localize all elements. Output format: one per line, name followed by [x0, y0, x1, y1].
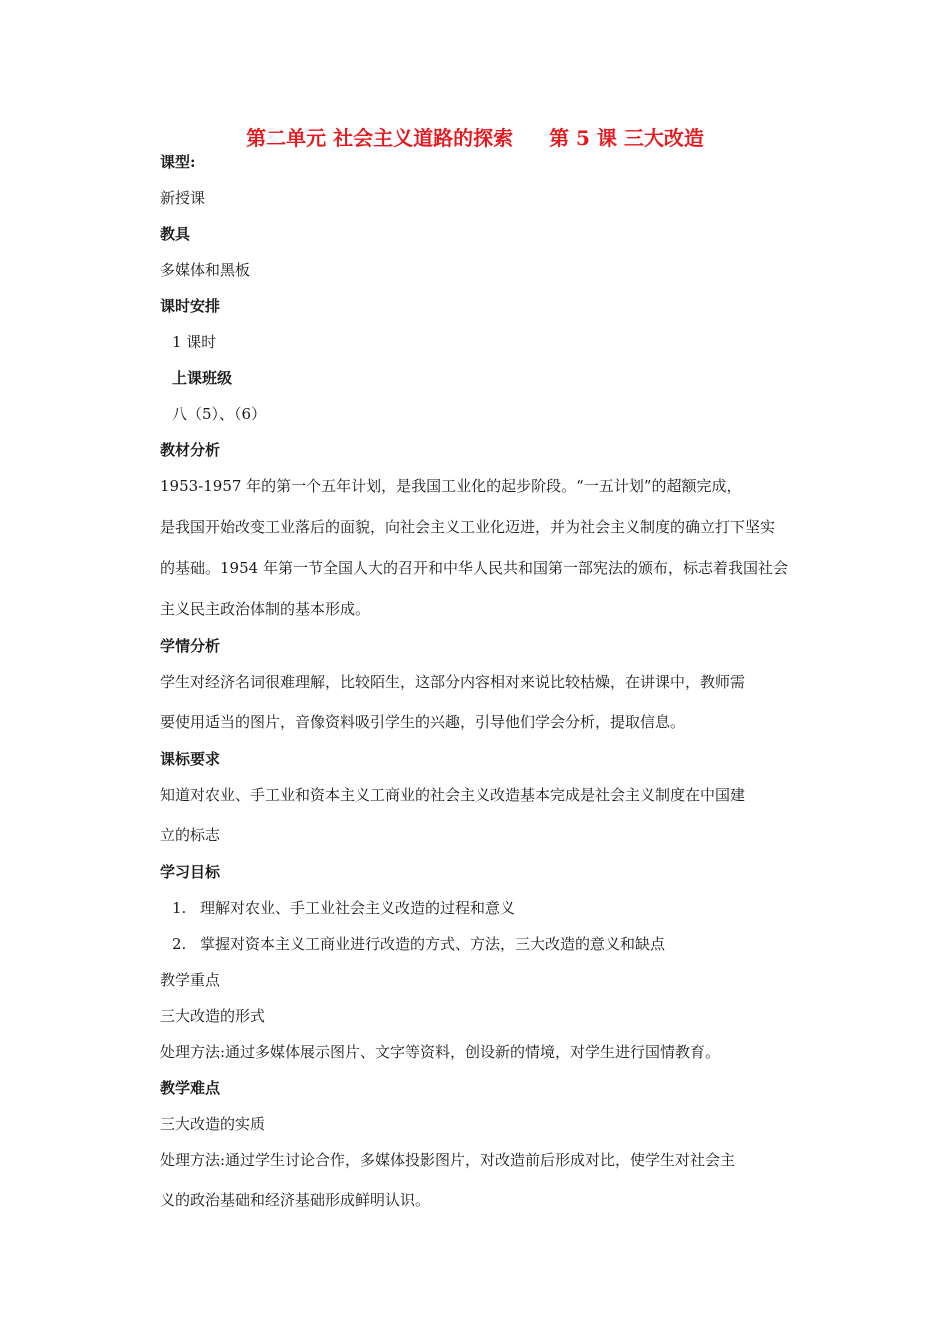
tools-heading: 教具: [160, 225, 191, 243]
difficult-method-line: 义的政治基础和经济基础形成鲜明认识。: [160, 1191, 431, 1209]
difficult-method-line: 处理方法:通过学生讨论合作，多媒体投影图片，对改造前后形成对比，使学生对社会主: [160, 1151, 736, 1169]
goals-heading: 学习目标: [160, 863, 221, 881]
schedule-heading: 课时安排: [160, 297, 221, 315]
material-line: 主义民主政治体制的基本形成。: [160, 600, 371, 618]
goal-item: [172, 934, 665, 954]
type-value: 新授课: [160, 189, 206, 207]
class-heading: 上课班级: [172, 369, 233, 387]
material-heading: 教材分析: [160, 441, 221, 459]
difficult-value: 三大改造的实质: [160, 1115, 266, 1133]
key-method: 处理方法:通过多媒体展示图片、文字等资料，创设新的情境，对学生进行国情教育。: [160, 1043, 721, 1061]
page-title: [0, 122, 950, 151]
student-heading: 学情分析: [160, 637, 221, 655]
student-line: 学生对经济名词很难理解，比较陌生，这部分内容相对来说比较枯燥，在讲课中，教师需: [160, 673, 746, 691]
goal-number: 1.: [172, 899, 187, 917]
schedule-value: 1 课时: [172, 333, 217, 351]
key-heading: 教学重点: [160, 971, 221, 989]
goal-text: 掌握对资本主义工商业进行改造的方式、方法，三大改造的意义和缺点: [200, 935, 666, 953]
standard-line: 知道对农业、手工业和资本主义工商业的社会主义改造基本完成是社会主义制度在中国建: [160, 786, 746, 804]
goal-number: 2.: [172, 935, 187, 953]
tools-value: 多媒体和黑板: [160, 261, 251, 279]
material-line: 是我国开始改变工业落后的面貌，向社会主义工业化迈进，并为社会主义制度的确立打下坚实: [160, 518, 776, 536]
material-line: 的基础。1954 年第一节全国人大的召开和中华人民共和国第一部宪法的颁布，标志着我国社会: [160, 559, 788, 577]
goal-item: [172, 898, 515, 918]
standard-line: 立的标志: [160, 826, 221, 844]
standard-heading: 课标要求: [160, 750, 221, 768]
lesson-title: 第 5 课 三大改造: [549, 126, 704, 150]
class-value: 八（5）、（6）: [172, 405, 267, 423]
type-heading: 课型:: [160, 153, 196, 171]
student-line: 要使用适当的图片，音像资料吸引学生的兴趣，引导他们学会分析，提取信息。: [160, 713, 686, 731]
material-line: 1953-1957 年的第一个五年计划，是我国工业化的起步阶段。“一五计划”的超额完成，: [160, 477, 742, 495]
key-value: 三大改造的形式: [160, 1007, 266, 1025]
difficult-heading: 教学难点: [160, 1079, 221, 1097]
unit-title: 第二单元 社会主义道路的探索: [246, 126, 514, 150]
goal-text: 理解对农业、手工业社会主义改造的过程和意义: [200, 899, 516, 917]
